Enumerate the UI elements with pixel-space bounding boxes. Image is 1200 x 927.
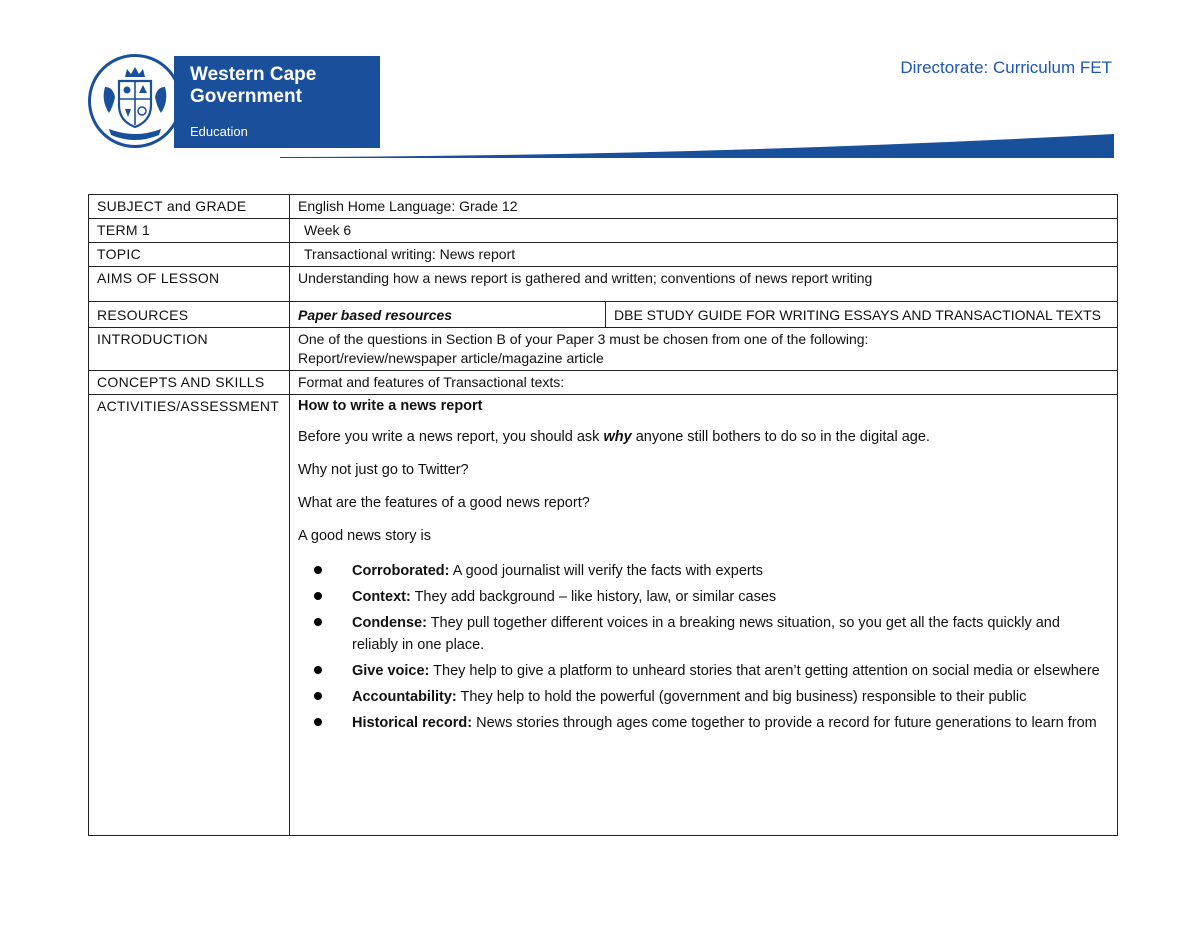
feature-desc: They help to hold the powerful (government and big business) responsible to their public (456, 689, 1027, 705)
activities-paragraph (298, 428, 1109, 447)
table-row (89, 267, 1118, 302)
feature-desc: They add background – like history, law, or similar cases (410, 589, 777, 605)
logo-line-western-cape: Western Cape (190, 64, 317, 85)
row-value: Transactional writing: News report (290, 243, 1118, 267)
table-row (89, 195, 1118, 219)
bullet-icon (314, 666, 322, 674)
list-item (298, 712, 1109, 734)
row-value: Format and features of Transactional texts: (290, 371, 1118, 395)
feature-term: Context: (352, 589, 411, 605)
list-item (298, 686, 1109, 708)
row-label: RESOURCES (89, 302, 290, 328)
feature-desc: News stories through ages come together to provide a record for future generations to learn from (472, 715, 1097, 731)
bullet-icon (314, 692, 322, 700)
row-value (290, 328, 1118, 371)
activities-heading: How to write a news report (298, 398, 483, 414)
resource-title: DBE STUDY GUIDE FOR WRITING ESSAYS AND TRANSACTIONAL TEXTS (606, 302, 1118, 328)
row-label: ACTIVITIES/ASSESSMENT (89, 395, 290, 836)
table-row (89, 219, 1118, 243)
activities-paragraph: Why not just go to Twitter? (298, 462, 469, 478)
features-list (298, 560, 1109, 734)
feature-desc: They help to give a platform to unheard stories that aren’t getting attention on social media or elsewhere (429, 663, 1100, 679)
row-label: TOPIC (89, 243, 290, 267)
text-run: anyone still bothers to do so in the digital age. (631, 429, 930, 445)
directorate-heading: Directorate: Curriculum FET (900, 58, 1112, 77)
table-row (89, 371, 1118, 395)
list-item (298, 612, 1109, 656)
list-item (298, 660, 1109, 682)
activities-paragraph: What are the features of a good news report? (298, 495, 590, 511)
row-value: Week 6 (290, 219, 1118, 243)
row-label: INTRODUCTION (89, 328, 290, 371)
row-value: English Home Language: Grade 12 (290, 195, 1118, 219)
header-swoosh (280, 130, 1114, 160)
logo-line-government: Government (190, 86, 302, 107)
activities-paragraph: A good news story is (298, 528, 431, 544)
row-label: AIMS OF LESSON (89, 267, 290, 302)
feature-term: Condense: (352, 615, 427, 631)
bullet-icon (314, 718, 322, 726)
feature-desc: They pull together different voices in a breaking news situation, so you get all the facts quickly and reliably in one place. (352, 615, 1060, 653)
emphasis-why: why (603, 429, 632, 445)
list-item (298, 586, 1109, 608)
bullet-icon (314, 566, 322, 574)
table-row (89, 328, 1118, 371)
lesson-plan-table (88, 194, 1118, 836)
intro-line-1: One of the questions in Section B of your Paper 3 must be chosen from one of the following: (298, 331, 869, 347)
row-value: Understanding how a news report is gathered and written; conventions of news report writing (290, 267, 1118, 302)
resource-type: Paper based resources (290, 302, 606, 328)
feature-term: Give voice: (352, 663, 430, 679)
row-label: CONCEPTS AND SKILLS (89, 371, 290, 395)
coat-of-arms-icon (88, 54, 182, 148)
text-run: Before you write a news report, you should ask (298, 429, 604, 445)
table-row (89, 243, 1118, 267)
intro-line-2: Report/review/newspaper article/magazine article (298, 350, 604, 366)
bullet-icon (314, 618, 322, 626)
table-row (89, 395, 1118, 836)
row-label: TERM 1 (89, 219, 290, 243)
feature-term: Corroborated: (352, 563, 450, 579)
feature-term: Accountability: (352, 689, 457, 705)
activities-content (290, 395, 1118, 836)
feature-term: Historical record: (352, 715, 473, 731)
row-label: SUBJECT and GRADE (89, 195, 290, 219)
bullet-icon (314, 592, 322, 600)
logo-line-education: Education (190, 124, 248, 139)
feature-desc: A good journalist will verify the facts with experts (449, 563, 763, 579)
table-row (89, 302, 1118, 328)
list-item (298, 560, 1109, 582)
